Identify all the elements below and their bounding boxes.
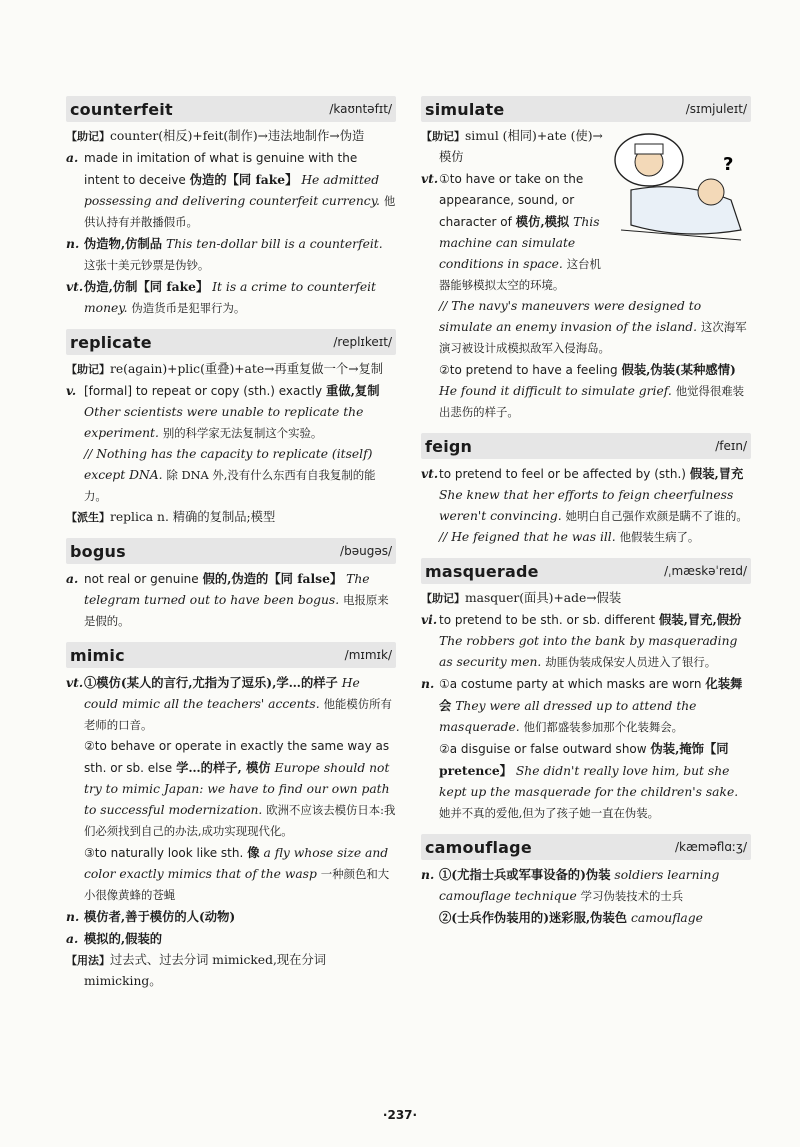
english-definition: to pretend to be sth. or sb. different: [439, 613, 656, 627]
definition-line: [421, 527, 751, 548]
example-sentence: This machine can simulate conditions in space.: [439, 215, 600, 271]
example-sentence: soldiers learning camouflage technique: [439, 868, 720, 903]
pronunciation: /mɪmɪk/: [344, 648, 392, 662]
pronunciation: /kæməflɑːʒ/: [674, 840, 747, 854]
english-definition: ③to naturally look like sth.: [84, 846, 244, 860]
chinese-definition: ①(尤指士兵或军事设备的)伪装: [439, 867, 611, 882]
left-column: [66, 96, 396, 1002]
definition-line: [66, 928, 396, 950]
entry-header: [421, 558, 751, 584]
english-definition: ②to pretend to have a feeling: [439, 363, 618, 377]
chinese-definition: 像: [247, 845, 260, 860]
example-sentence: She knew that her efforts to feign cheerfulness weren't convincing.: [439, 488, 734, 523]
pronunciation: /sɪmjuleɪt/: [685, 102, 747, 116]
part-of-speech: a.: [66, 571, 79, 586]
note-label: 【助记】: [421, 130, 465, 143]
headword: counterfeit: [70, 99, 173, 119]
definition-line: [66, 672, 396, 736]
entry-header: [66, 329, 396, 355]
example-translation: 她明白自己强作欢颜是瞒不了谁的。: [565, 509, 748, 523]
note-text: replica n. 精确的复制品;模型: [110, 510, 276, 524]
example-translation: 欧洲不应该去模仿日本:我们必须找到自己的办法,成功实现现代化。: [84, 803, 396, 838]
chinese-definition: 重做,复制: [326, 383, 380, 398]
part-of-speech: vt.: [66, 675, 84, 690]
part-of-speech: vt.: [421, 171, 439, 186]
definition-line: [66, 126, 396, 147]
pronunciation: /bəugəs/: [340, 544, 392, 558]
definition-line: [66, 507, 396, 528]
definition-line: [66, 842, 396, 906]
example-sentence: The robbers got into the bank by masquerading as security men.: [439, 634, 738, 669]
english-definition: ②a disguise or false outward show: [439, 742, 647, 756]
part-of-speech: a.: [66, 150, 79, 165]
definition-line: [66, 906, 396, 928]
entry-header: [421, 433, 751, 459]
definition-line: [66, 380, 396, 444]
pronunciation: /feɪn/: [715, 439, 747, 453]
example-sentence: camouflage: [631, 911, 703, 925]
example-translation: 这次海军演习被设计成模拟敌军入侵海岛。: [439, 320, 747, 355]
chinese-definition: 化装舞会: [439, 676, 743, 713]
definition-line: [66, 568, 396, 632]
note-label: 【助记】: [66, 363, 110, 376]
part-of-speech: vt.: [66, 279, 84, 294]
svg-text:?: ?: [723, 154, 734, 175]
cartoon-illustration: [611, 130, 751, 250]
example-sentence: The telegram turned out to have been bogus.: [84, 572, 370, 607]
example-translation: 别的科学家无法复制这个实验。: [162, 426, 323, 440]
entry-header: [421, 96, 751, 122]
definition-line: [421, 296, 751, 359]
right-column: [421, 96, 751, 939]
example-translation: 她并不真的爱他,但为了孩子她一直在伪装。: [439, 806, 660, 820]
note-label: 【用法】: [66, 954, 110, 967]
part-of-speech: a.: [66, 931, 79, 946]
chinese-definition: 模仿者,善于模仿的人(动物): [84, 909, 236, 924]
dictionary-entry: [66, 329, 396, 528]
pronunciation: /kaʊntəfɪt/: [329, 102, 392, 116]
example-sentence: Europe should not try to mimic Japan: we have to find our own path to successful modernization.: [84, 761, 390, 817]
definition-line: [421, 126, 611, 168]
example-translation: 伪造货币是犯罪行为。: [131, 301, 246, 315]
note-text: masquer(面具)+ade→假装: [465, 591, 622, 605]
example-sentence: He found it difficult to simulate grief.: [439, 384, 672, 398]
part-of-speech: n.: [421, 676, 435, 691]
example-sentence: He could mimic all the teachers' accents.: [84, 676, 360, 711]
example-sentence: // The navy's maneuvers were designed to simulate an enemy invasion of the island.: [439, 299, 702, 334]
example-translation: 他觉得很难装出悲伤的样子。: [439, 384, 745, 419]
example-translation: 除 DNA 外,没有什么东西有自我复制的能力。: [84, 468, 376, 503]
part-of-speech: vi.: [421, 612, 438, 627]
headword: simulate: [425, 99, 505, 119]
definition-line: [421, 168, 611, 296]
dictionary-entry: [66, 96, 396, 319]
english-definition: ①to have or take on the appearance, sound, or character of: [439, 172, 584, 229]
definition-line: [421, 738, 751, 824]
part-of-speech: v.: [66, 383, 77, 398]
chinese-definition: 假装,伪装(某种感情): [621, 362, 736, 377]
example-translation: 劫匪伪装成保安人员进入了银行。: [545, 655, 717, 669]
definition-line: [421, 359, 751, 423]
definition-line: [66, 276, 396, 319]
example-translation: 这张十美元钞票是伪钞。: [84, 258, 210, 272]
example-sentence: // Nothing has the capacity to replicate (itself) except DNA.: [84, 447, 373, 482]
example-translation: 他供认持有并散播假币。: [84, 194, 396, 229]
definition-line: [66, 233, 396, 276]
example-sentence: This ten-dollar bill is a counterfeit.: [166, 237, 383, 251]
part-of-speech: n.: [66, 236, 80, 251]
dictionary-entry: [66, 642, 396, 992]
entry-header: [421, 834, 751, 860]
example-sentence: // He feigned that he was ill.: [439, 530, 616, 544]
page-number: ·237·: [382, 1108, 418, 1122]
chinese-definition: 伪装,掩饰【同 pretence】: [439, 741, 729, 778]
definition-line: [421, 609, 751, 673]
headword: replicate: [70, 332, 152, 352]
example-sentence: It is a crime to counterfeit money.: [84, 280, 377, 315]
example-translation: 电报原来是假的。: [84, 593, 389, 628]
entry-header: [66, 538, 396, 564]
english-definition: ②to behave or operate in exactly the same way as sth. or sb. else: [84, 739, 390, 775]
entry-header: [66, 96, 396, 122]
note-label: 【助记】: [66, 130, 110, 143]
english-definition: to pretend to feel or be affected by (sth.): [439, 467, 686, 481]
chinese-definition: 伪造的【同 fake】: [189, 172, 298, 187]
headword: feign: [425, 436, 473, 456]
example-sentence: They were all dressed up to attend the masquerade.: [439, 699, 697, 734]
english-definition: ①a costume party at which masks are worn: [439, 677, 702, 691]
note-label: 【助记】: [421, 592, 465, 605]
definition-line: [66, 359, 396, 380]
chinese-definition: 学…的样子, 模仿: [176, 760, 271, 775]
chinese-definition: 假装,冒充,假扮: [659, 612, 742, 627]
definition-line: [421, 864, 751, 907]
entry-header: [66, 642, 396, 668]
definition-line: [66, 444, 396, 507]
dictionary-entry: [421, 834, 751, 929]
chinese-definition: 伪造,仿制【同 fake】: [84, 279, 209, 294]
example-translation: 这台机器能够模拟太空的环境。: [439, 257, 601, 292]
chinese-definition: ①模仿(某人的言行,尤指为了逗乐),学…的样子: [84, 675, 338, 690]
note-text: re(again)+plic(重叠)+ate→再重复做一个→复制: [110, 362, 384, 376]
example-translation: 学习伪装技术的士兵: [580, 889, 684, 903]
chinese-definition: 伪造物,仿制品: [84, 236, 163, 251]
headword: camouflage: [425, 837, 532, 857]
definition-line: [66, 950, 396, 992]
dictionary-entry: [66, 538, 396, 632]
part-of-speech: vt.: [421, 466, 439, 481]
dictionary-entry: [421, 558, 751, 824]
definition-line: [421, 588, 751, 609]
example-translation: 他能模仿所有老师的口音。: [84, 697, 392, 732]
dictionary-entry: [421, 433, 751, 548]
english-definition: not real or genuine: [84, 572, 199, 586]
chinese-definition: ②(士兵作伪装用的)迷彩服,伪装色: [439, 910, 628, 925]
example-sentence: He admitted possessing and delivering counterfeit currency.: [84, 173, 380, 208]
example-translation: 一种颜色和大小很像黄蜂的苍蝇: [84, 867, 390, 902]
example-sentence: a fly whose size and color exactly mimics that of the wasp: [84, 846, 389, 881]
example-sentence: Other scientists were unable to replicate the experiment.: [84, 405, 364, 440]
part-of-speech: n.: [421, 867, 435, 882]
english-definition: [formal] to repeat or copy (sth.) exactly: [84, 384, 323, 398]
definition-line: [66, 736, 396, 842]
dictionary-entry: [421, 96, 751, 423]
example-sentence: She didn't really love him, but she kept up the masquerade for the children's sake.: [439, 764, 739, 799]
note-text: counter(相反)+feit(制作)→违法地制作→伪造: [110, 129, 365, 143]
chinese-definition: 模仿,模拟: [515, 214, 570, 229]
note-text: simul (相同)+ate (使)→模仿: [439, 129, 603, 164]
pronunciation: /ˌmæskəˈreɪd/: [664, 564, 747, 578]
headword: mimic: [70, 645, 125, 665]
definition-line: [66, 147, 396, 233]
definition-line: [421, 463, 751, 527]
note-label: 【派生】: [66, 511, 110, 524]
english-definition: made in imitation of what is genuine with the intent to deceive: [84, 151, 358, 187]
chinese-definition: 假的,伪造的【同 false】: [202, 571, 343, 586]
definition-line: [421, 907, 751, 929]
definition-line: [421, 673, 751, 738]
example-translation: 他们都盛装参加那个化装舞会。: [523, 720, 684, 734]
part-of-speech: n.: [66, 909, 80, 924]
headword: bogus: [70, 541, 126, 561]
example-translation: 他假装生病了。: [619, 530, 700, 544]
headword: masquerade: [425, 561, 539, 581]
chinese-definition: 假装,冒充: [689, 466, 744, 481]
chinese-definition: 模拟的,假装的: [84, 931, 163, 946]
note-text: 过去式、过去分词 mimicked,现在分词 mimicking。: [84, 953, 327, 988]
pronunciation: /replɪkeɪt/: [333, 335, 392, 349]
